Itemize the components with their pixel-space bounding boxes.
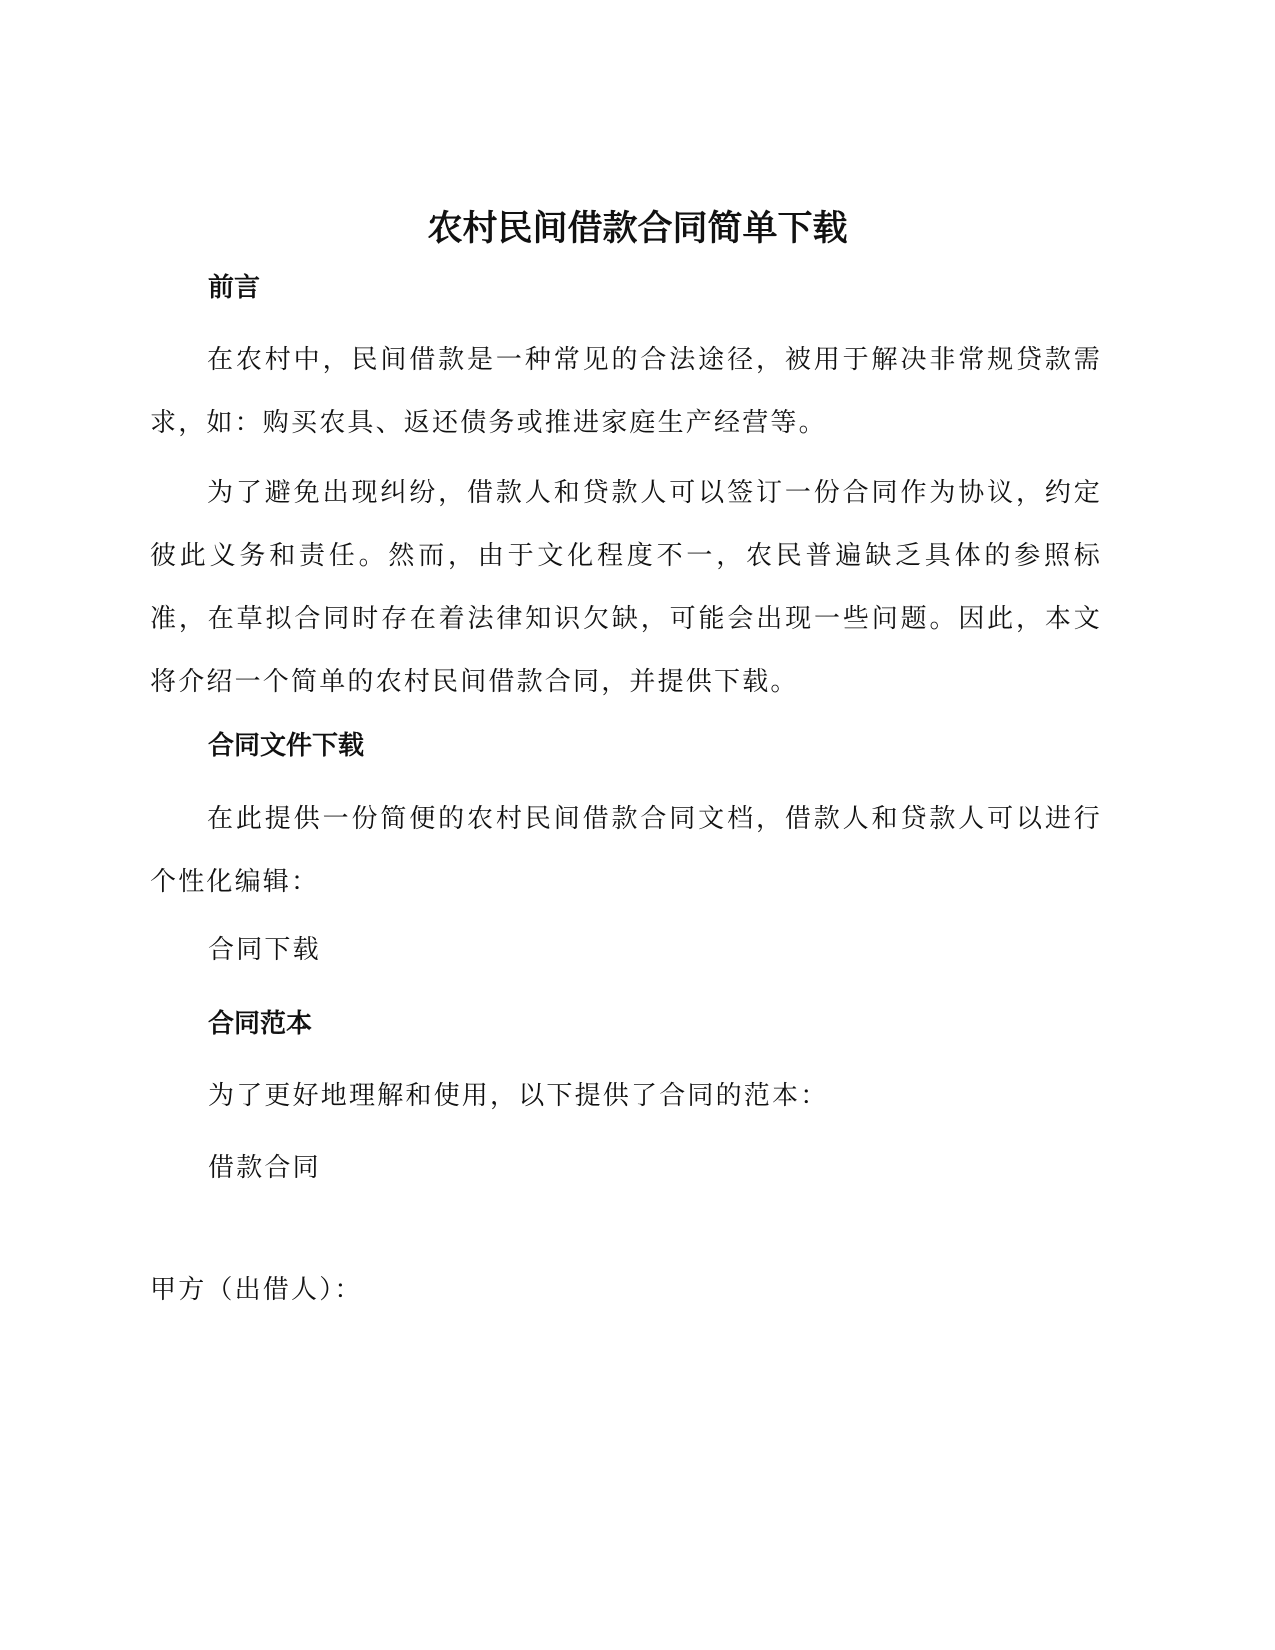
download-paragraph: 在此提供一份简便的农村民间借款合同文档，借款人和贷款人可以进行个性化编辑： xyxy=(150,804,1102,897)
party-a-label: 甲方（出借人）： xyxy=(150,1275,363,1305)
section-heading-download: 合同文件下载 xyxy=(208,731,365,761)
template-paragraph: 为了更好地理解和使用，以下提供了合同的范本： xyxy=(208,1081,829,1111)
contract-download-link[interactable]: 合同下载 xyxy=(208,935,321,965)
section-heading-template: 合同范本 xyxy=(208,1009,313,1039)
section-heading-preface: 前言 xyxy=(208,273,261,303)
document-title: 农村民间借款合同简单下载 xyxy=(427,209,848,249)
preface-paragraph-2: 为了避免出现纠纷，借款人和贷款人可以签订一份合同作为协议，约定彼此义务和责任。然而，由于文化程度不一，农民普遍缺乏具体的参照标准，在草拟合同时存在着法律知识欠缺，可能会出现一些问题。因此，本文将介绍一个简单的农村民间借款合同，并提供下载。 xyxy=(150,478,1102,697)
preface-paragraph-1: 在农村中，民间借款是一种常见的合法途径，被用于解决非常规贷款需求，如：购买农具、返还债务或推进家庭生产经营等。 xyxy=(150,345,1102,438)
loan-contract-label: 借款合同 xyxy=(208,1153,321,1183)
